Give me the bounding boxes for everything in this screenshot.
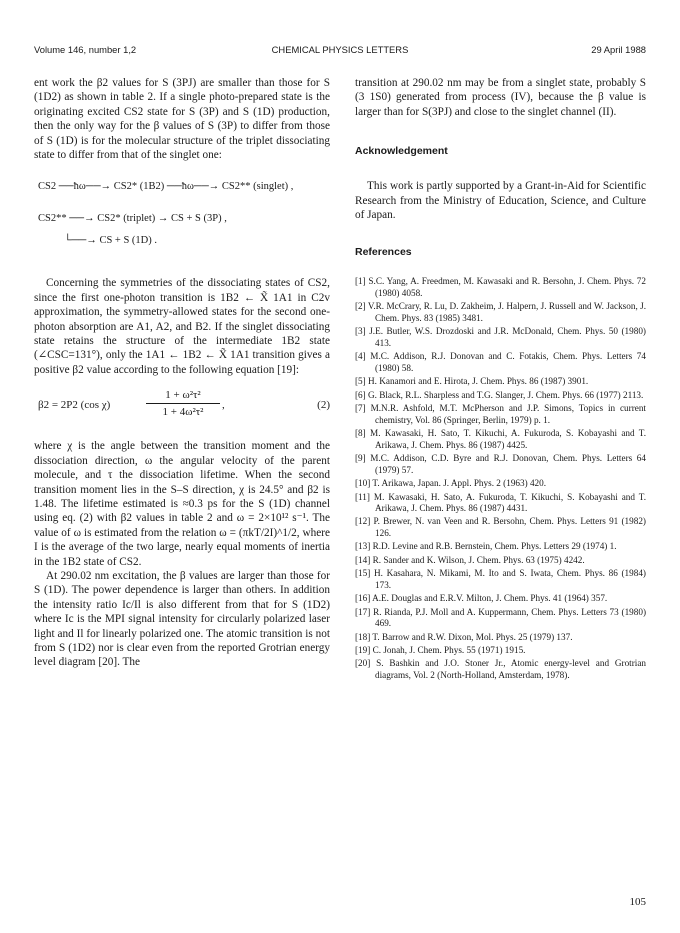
left-column [34, 76, 330, 670]
reference-item: [20] S. Bashkin and J.O. Stoner Jr., Atomic energy-level and Grotrian diagrams, Vol. 2 (North-Holland, Amsterdam, 1978). [355, 658, 646, 680]
body-paragraph: At 290.02 nm excitation, the β values are larger than those for S (1D). The power dependence is larger than others. In addition the intensity ratio Ic/Il is also different from that for S (1D2) where Ic is the MPI signal intensity for circularly polarized laser light and Il for linearly polarized one. The atomic transition is not from S (1D2) nor is clear even from the reported Grotrian energy level diagram [20]. The [34, 569, 330, 669]
reference-item: [12] P. Brewer, N. van Veen and R. Bersohn, Chem. Phys. Letters 91 (1982) 126. [355, 516, 646, 539]
volume-label: Volume 146, number 1,2 [34, 44, 137, 55]
reference-item: [2] V.R. McCrary, R. Lu, D. Zakheim, J. Halpern, J. Russell and W. Jackson, J. Chem. Phys. 83 (1985) 3481. [355, 301, 646, 324]
reference-item: [4] M.C. Addison, R.J. Donovan and C. Fotakis, Chem. Phys. Letters 74 (1980) 58. [355, 351, 646, 373]
body-paragraph: where χ is the angle between the transition moment and the dissociation direction, ω the angular velocity of the parent molecule, and τ the dissociation lifetime. When the second transition moment lies in the S–S direction, χ is 24.5° and β2 is 1.48. The lifetime estimated is ≈0.3 ps for the S (1D) channel using eq. (2) with β2 values in table 2 and ω = 2×10¹² s⁻¹. The value of ω is estimated from the relation ω = (πkT/2I)^1/2, where I is the average of the two large, nearly equal moments of inertia in the 1B2 state of CS2. [34, 440, 330, 568]
scheme-line-singlet: └──→ CS + S (1D) . [64, 235, 157, 247]
equation-number: (2) [317, 399, 330, 412]
issue-date: 29 April 1988 [591, 44, 646, 55]
reference-item: [5] H. Kanamori and E. Hirota, J. Chem. Phys. 86 (1987) 3901. [355, 376, 589, 387]
fraction-bar [146, 403, 220, 404]
reference-item: [7] M.N.R. Ashfold, M.T. McPherson and J.P. Simons, Topics in current chemistry, Vol. 86 (Springer, Berlin, 1979) p. 1. [355, 403, 646, 425]
equation-comma: , [222, 399, 225, 412]
equation-denominator: 1 + 4ω²τ² [162, 406, 204, 419]
reference-item: [6] G. Black, R.L. Sharpless and T.G. Slanger, J. Chem. Phys. 66 (1977) 2113. [355, 389, 644, 400]
reference-item: [8] M. Kawasaki, H. Sato, T. Kikuchi, A. Fukuroda, S. Kobayashi and T. Arikawa, J. Chem. Phys. 86 (1987) 4425. [355, 428, 646, 450]
references-heading: References [355, 246, 412, 259]
acknowledgement-text: This work is partly supported by a Grant-in-Aid for Scientific Research from the Ministry of Education, Science, and Culture of Japan. [355, 180, 646, 222]
reference-item: [3] J.E. Butler, W.S. Drozdoski and J.R. McDonald, Chem. Phys. 50 (1980) 413. [355, 326, 646, 348]
reference-item: [14] R. Sander and K. Wilson, J. Chem. Phys. 63 (1975) 4242. [355, 554, 585, 565]
page-number: 105 [629, 896, 646, 908]
equation-2 [34, 387, 330, 427]
equation-numerator: 1 + ω²τ² [165, 389, 201, 402]
reference-item: [11] M. Kawasaki, H. Sato, A. Fukuroda, T. Kikuchi, S. Kobayashi and T. Arikawa, J. Chem. Phys. 86 (1987) 4431. [355, 491, 646, 514]
reference-item: [15] H. Kasahara, N. Mikami, M. Ito and S. Iwata, Chem. Phys. 86 (1984) 173. [355, 568, 646, 590]
reference-item: [13] R.D. Levine and R.B. Bernstein, Chem. Phys. Letters 29 (1974) 1. [355, 541, 617, 552]
scheme-line-triplet: CS2** ──→ CS2* (triplet) → CS + S (3P) , [38, 213, 227, 225]
reference-list [355, 276, 646, 681]
journal-title: CHEMICAL PHYSICS LETTERS [271, 44, 409, 55]
body-paragraph: ent work the β2 values for S (3PJ) are smaller than those for S (1D2) as shown in table 2. If a single photo-prepared state is the originating excited CS2 state for S (3P) and S (1D) production, then the only way for the β values of S (3P) to differ from those of S (1D) is for the molecular structure of the triplet dissociating state to differ from that of the singlet one: [34, 77, 330, 162]
scheme-line-excitation: CS2 ──ħω──→ CS2* (1B2) ──ħω──→ CS2** (singlet) , [38, 181, 294, 193]
right-column [355, 76, 646, 683]
equation-lhs: β2 = 2P2 (cos χ) [38, 399, 111, 412]
reaction-scheme [38, 176, 330, 266]
body-paragraph: Concerning the symmetries of the dissociating states of CS2, since the first one-photon transition is 1B2 ← X̃ 1A1 in C2v approximation, the symmetry-allowed states for the second one-photon absorption are A1, A2, and B2. If the singlet dissociating state retains the structure of the intermediate 1B2 state (∠CSC=131°), only the 1A1 ← 1B2 ← X̃ 1A1 transition gives a positive β2 value according to the following equation [19]: [34, 277, 330, 376]
reference-item: [19] C. Jonah, J. Chem. Phys. 55 (1971) 1915. [355, 645, 526, 655]
acknowledgement-heading: Acknowledgement [355, 145, 448, 158]
reference-item: [1] S.C. Yang, A. Freedmen, M. Kawasaki and R. Bersohn, J. Chem. Phys. 72 (1980) 4058. [355, 276, 646, 299]
body-paragraph: transition at 290.02 nm may be from a singlet state, probably S (3 1S0) generated from process (IV), because the β value is larger than for S(3PJ) and close to the singlet channel (II). [355, 77, 646, 118]
reference-item: [16] A.E. Douglas and E.R.V. Milton, J. Chem. Phys. 41 (1964) 357. [355, 593, 608, 604]
reference-item: [18] T. Barrow and R.W. Dixon, Mol. Phys. 25 (1979) 137. [355, 631, 573, 642]
reference-item: [10] T. Arikawa, Japan. J. Appl. Phys. 2 (1963) 420. [355, 478, 547, 489]
reference-item: [17] R. Rianda, P.J. Moll and A. Kuppermann, Chem. Phys. Letters 73 (1980) 469. [355, 606, 646, 629]
reference-item: [9] M.C. Addison, C.D. Byre and R.J. Donovan, Chem. Phys. Letters 64 (1979) 57. [355, 453, 646, 475]
running-header [34, 44, 646, 58]
